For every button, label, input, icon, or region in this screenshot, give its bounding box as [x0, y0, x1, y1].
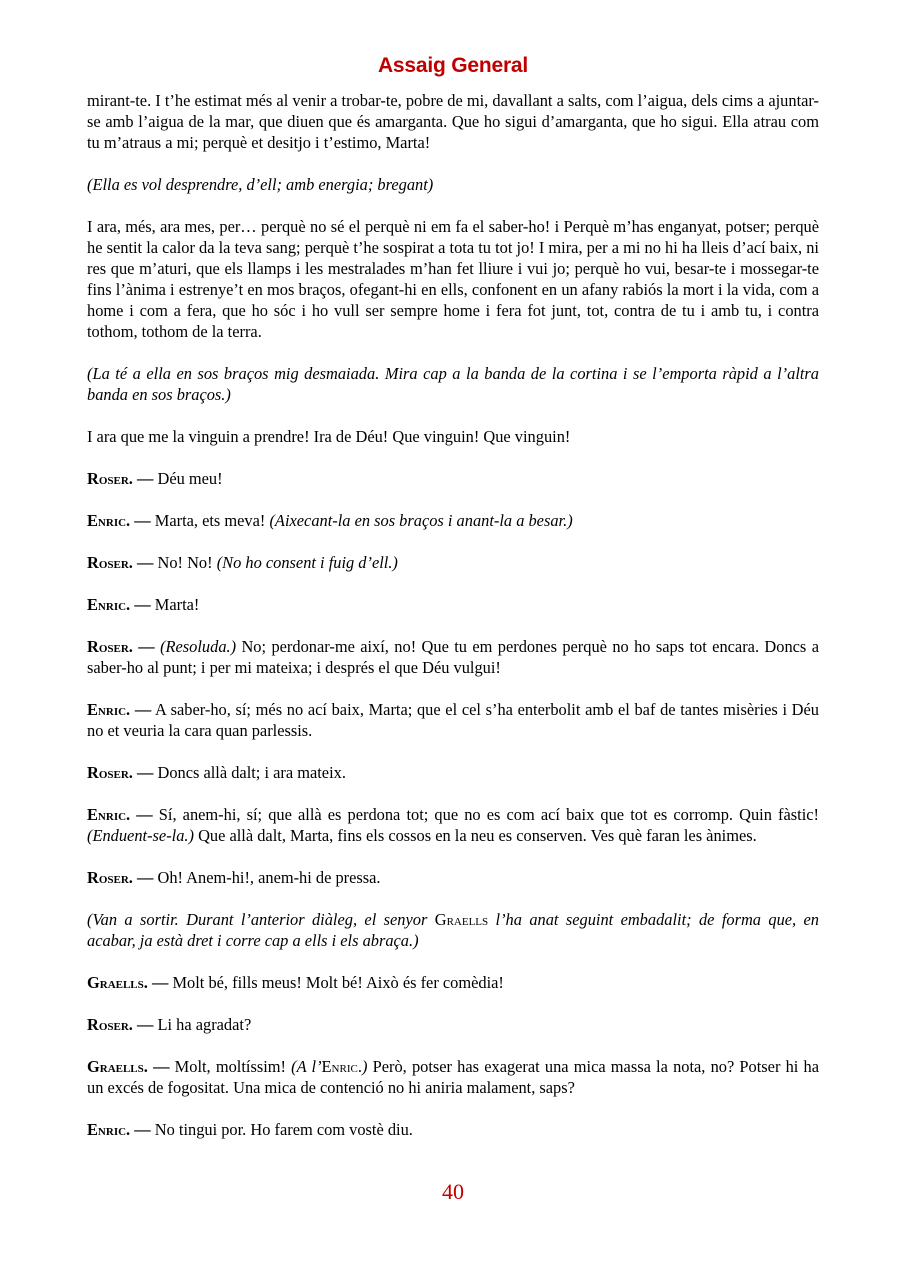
dialogue-text: Que allà dalt, Marta, fins els cossos en la neu es conserven. Ves què faran les ànimes.: [198, 826, 757, 845]
em-dash: —: [151, 973, 169, 992]
dialogue-line: [87, 510, 819, 531]
speech-text: I ara que me la vinguin a prendre! Ira de Déu! Que vinguin! Que vinguin!: [87, 427, 571, 446]
em-dash: —: [134, 595, 151, 614]
running-header-title: Assaig General: [377, 54, 529, 77]
dialogue-line: [87, 867, 819, 888]
em-dash: —: [138, 637, 155, 656]
dialogue-text: Però, potser has exagerat una mica massa la nota, no? Potser hi ha un excés de fogositat. Una mica de contenció no hi aniria malament, saps?: [87, 1057, 819, 1097]
dialogue-text: Marta!: [154, 595, 200, 614]
dialogue-line: [87, 552, 819, 573]
speaker-name: Enric.: [87, 700, 131, 719]
stage-direction-inline: (Resoluda.): [160, 637, 237, 656]
paragraph-speech: [87, 90, 819, 153]
dialogue-line: [87, 1119, 819, 1140]
dialogue-text: Déu meu!: [157, 469, 223, 488]
stage-open: (A l’: [291, 1057, 322, 1076]
speaker-name: Roser.: [87, 637, 133, 656]
dialogue-line: [87, 699, 819, 741]
stage-direction-inline: (Enduent-se-la.): [87, 826, 194, 845]
speaker-name: Roser.: [87, 469, 133, 488]
em-dash: —: [134, 511, 151, 530]
speaker-name: Enric.: [87, 805, 131, 824]
stage-direction-inline: (Aixecant-la en sos braços i anant-la a besar.): [269, 511, 573, 530]
page-number: 40: [442, 1179, 464, 1204]
stage-direction-text: (Van a sortir. Durant l’anterior diàleg, el senyor: [87, 910, 428, 929]
speaker-name: Graells.: [87, 1057, 148, 1076]
em-dash: —: [137, 868, 154, 887]
speaker-name: Roser.: [87, 1015, 133, 1034]
paragraph-speech: [87, 426, 819, 447]
dialogue-text: No! No!: [157, 553, 213, 572]
dialogue-line: [87, 1014, 819, 1035]
speaker-name: Enric.: [87, 1120, 131, 1139]
em-dash: —: [137, 553, 154, 572]
dialogue-line: [87, 594, 819, 615]
dialogue-line: [87, 972, 819, 993]
dialogue-text: Oh! Anem-hi!, anem-hi de pressa.: [157, 868, 381, 887]
em-dash: —: [137, 469, 154, 488]
speaker-name: Roser.: [87, 868, 133, 887]
stage-direction-text: (La té a ella en sos braços mig desmaiada. Mira cap a la banda de la cortina i se l’emporta ràpid a l’altra banda en sos braços.): [87, 364, 819, 404]
em-dash: —: [153, 1057, 170, 1076]
speaker-name: Roser.: [87, 553, 133, 572]
paragraph-speech: [87, 216, 819, 342]
dialogue-text: A saber-ho, sí; més no ací baix, Marta; que el cel s’ha enterbolit amb el baf de tantes misèries i Déu no et veuria la cara quan parlessis.: [87, 700, 819, 740]
em-dash: —: [137, 1015, 154, 1034]
em-dash: —: [136, 805, 153, 824]
stage-direction-text: (Ella es vol desprendre, d’ell; amb energia; bregant): [87, 175, 434, 194]
dialogue-text: Doncs allà dalt; i ara mateix.: [157, 763, 346, 782]
page-body: [87, 52, 819, 1140]
dialogue-text: No tingui por. Ho farem com vostè diu.: [154, 1120, 413, 1139]
dialogue-text: Marta, ets meva!: [154, 511, 266, 530]
paragraph-stage-direction: [87, 363, 819, 405]
em-dash: —: [134, 1120, 151, 1139]
em-dash: —: [134, 700, 152, 719]
stage-direction-text: l’ha anat seguint embadalit; de forma que, en acabar, ja està dret i corre cap a ells i els abraça.): [87, 910, 819, 950]
paragraph-stage-direction: [87, 909, 819, 951]
speaker-name: Enric.: [87, 511, 131, 530]
character-name: Graells: [434, 910, 489, 929]
dialogue-line: [87, 804, 819, 846]
dialogue-line: [87, 1056, 819, 1098]
speaker-name: Enric.: [87, 595, 131, 614]
speech-text: I ara, més, ara mes, per… perquè no sé el perquè ni em fa el saber-ho! i Perquè m’has enganyat, potser; perquè he sentit la calor da la teva sang; perquè t’he sospirat a tota tu tot jo! I mira, per a mi no hi ha lleis d’ací baix, ni res que m’aturi, que els llamps i les mestralades m’han fet lliure i vui jo; perquè ho vui, besar-te i mossegar-te fins l’ànima i estrenye’t en mos braços, ofegant-hi en ells, confonent en un afany rabiós la mort i la vida, com a home i com a fera, que ho sóc i ho vull ser sempre home i fera fot junt, tot, contra de tu i amb tu, i contra tothom, tothom de la terra.: [87, 217, 819, 341]
dialogue-line: [87, 468, 819, 489]
dialogue-text: Li ha agradat?: [157, 1015, 252, 1034]
dialogue-text: Molt, moltíssim!: [174, 1057, 286, 1076]
speaker-name: Roser.: [87, 763, 133, 782]
stage-direction-inline: [291, 1057, 367, 1076]
speaker-name: Graells.: [87, 973, 148, 992]
em-dash: —: [137, 763, 154, 782]
dialogue-text: No; perdonar-me així, no! Que tu em perdones perquè no ho saps tot encara. Doncs a saber-ho al punt; i per mi mateixa; i després el que Déu vulgui!: [87, 637, 819, 677]
paragraph-stage-direction: [87, 174, 819, 195]
dialogue-line: [87, 636, 819, 678]
character-name: Enric.: [321, 1057, 362, 1076]
dialogue-line: [87, 762, 819, 783]
speech-text: mirant-te. I t’he estimat més al venir a trobar-te, pobre de mi, davallant a salts, com l’aigua, dels cims a ajuntar-se amb l’aigua de la mar, que diuen que és amarganta. Que ho sigui d’amarganta, que ho sigui. Ella atrau com tu m’atraus a mi; perquè et desitjo i t’estimo, Marta!: [87, 91, 819, 152]
stage-close: ): [361, 1057, 368, 1076]
dialogue-text: Sí, anem-hi, sí; que allà es perdona tot; que no es com ací baix que tot es corromp. Quin fàstic!: [158, 805, 819, 824]
dialogue-text: Molt bé, fills meus! Molt bé! Això és fer comèdia!: [172, 973, 504, 992]
stage-direction-inline: (No ho consent i fuig d’ell.): [216, 553, 398, 572]
